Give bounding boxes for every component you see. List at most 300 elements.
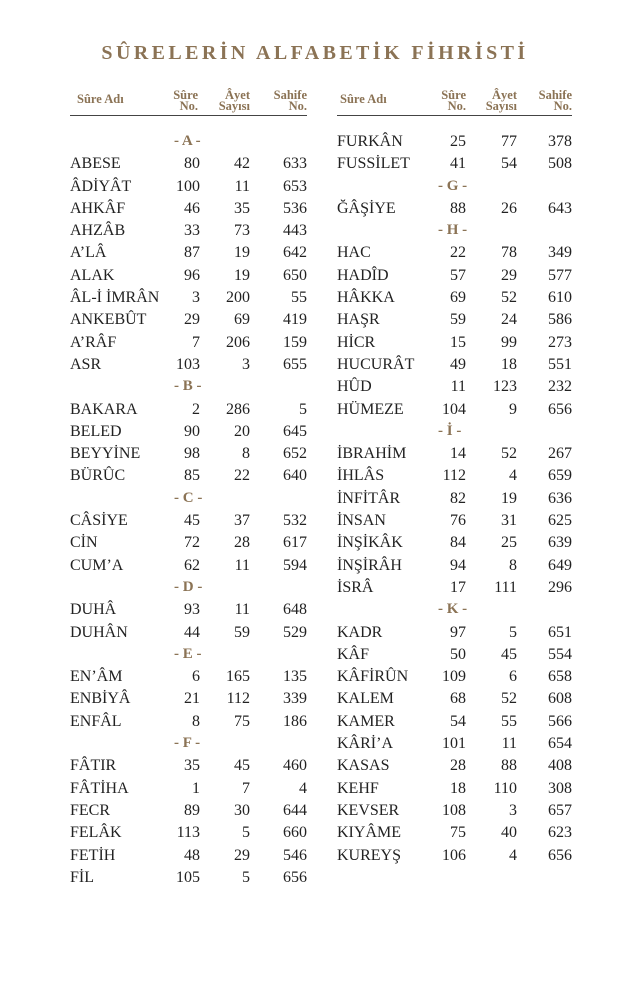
sahife-number: 532 bbox=[283, 512, 307, 530]
ayet-count: 59 bbox=[234, 623, 250, 641]
sure-number: 33 bbox=[184, 222, 200, 240]
ayet-count: 40 bbox=[501, 824, 517, 842]
sure-number: 87 bbox=[184, 244, 200, 262]
sure-name: KEVSER bbox=[337, 801, 400, 819]
table-row bbox=[337, 666, 572, 688]
sure-number: 35 bbox=[184, 757, 200, 775]
ayet-count: 286 bbox=[226, 400, 250, 418]
ayet-count: 78 bbox=[501, 244, 517, 262]
ayet-count: 52 bbox=[501, 690, 517, 708]
sure-name: DUHÂ bbox=[70, 601, 117, 619]
table-row bbox=[70, 354, 307, 376]
section-letter-label: - B - bbox=[174, 378, 202, 395]
sahife-number: 296 bbox=[548, 578, 572, 596]
sure-name: ASR bbox=[70, 355, 102, 373]
table-row bbox=[337, 778, 572, 800]
sure-name: KASAS bbox=[337, 757, 390, 775]
sahife-number: 654 bbox=[548, 735, 572, 753]
table-row bbox=[337, 577, 572, 599]
table-row bbox=[337, 555, 572, 577]
section-letter bbox=[70, 376, 307, 398]
sure-name: HAC bbox=[337, 244, 371, 262]
sahife-number: 633 bbox=[283, 155, 307, 173]
sure-number: 46 bbox=[184, 199, 200, 217]
ayet-count: 77 bbox=[501, 133, 517, 150]
sure-number: 84 bbox=[450, 534, 466, 552]
ayet-count: 25 bbox=[501, 534, 517, 552]
table-row bbox=[70, 220, 307, 242]
ayet-count: 22 bbox=[234, 467, 250, 485]
sahife-number: 651 bbox=[548, 623, 572, 641]
table-row bbox=[337, 644, 572, 666]
sure-name: BELED bbox=[70, 422, 122, 440]
ayet-count: 4 bbox=[509, 467, 517, 485]
ayet-count: 20 bbox=[234, 422, 250, 440]
ayet-count: 42 bbox=[234, 155, 250, 173]
sure-name: KÂFİRÛN bbox=[337, 668, 409, 686]
sahife-number: 640 bbox=[283, 467, 307, 485]
sure-name: KALEM bbox=[337, 690, 394, 708]
sure-name: HADÎD bbox=[337, 266, 389, 284]
table-row bbox=[337, 532, 572, 554]
section-letter bbox=[70, 488, 307, 510]
sure-name: HÂKKA bbox=[337, 289, 395, 307]
sahife-number: 639 bbox=[548, 534, 572, 552]
ayet-count: 165 bbox=[226, 668, 250, 686]
header-sure-name: Sûre Adı bbox=[77, 92, 124, 106]
sure-name: FUSSİLET bbox=[337, 155, 410, 173]
ayet-count: 73 bbox=[234, 222, 250, 240]
header-sure-name: Sûre Adı bbox=[340, 92, 387, 106]
sahife-number: 554 bbox=[548, 645, 572, 663]
sure-number: 18 bbox=[450, 779, 466, 797]
sure-number: 69 bbox=[450, 289, 466, 307]
sahife-number: 648 bbox=[283, 601, 307, 619]
sure-number: 59 bbox=[450, 311, 466, 329]
sahife-number: 339 bbox=[283, 690, 307, 708]
table-row bbox=[337, 131, 572, 153]
sure-number: 54 bbox=[450, 712, 466, 730]
sure-name: KÂRİ’A bbox=[337, 735, 393, 753]
table-row bbox=[70, 242, 307, 264]
section-letter bbox=[70, 733, 307, 755]
sure-name: KIYÂME bbox=[337, 824, 401, 842]
sure-name: AHZÂB bbox=[70, 222, 126, 240]
sure-name: HÜMEZE bbox=[337, 400, 404, 418]
sahife-number: 608 bbox=[548, 690, 572, 708]
sure-number: 108 bbox=[442, 801, 466, 819]
sahife-number: 645 bbox=[283, 422, 307, 440]
sure-name: ALAK bbox=[70, 266, 115, 284]
ayet-count: 11 bbox=[234, 601, 250, 619]
ayet-count: 19 bbox=[501, 489, 517, 507]
sure-name: BEYYİNE bbox=[70, 445, 141, 463]
table-row bbox=[337, 845, 572, 867]
table-row bbox=[70, 666, 307, 688]
column-header bbox=[70, 82, 307, 116]
sahife-number: 536 bbox=[283, 199, 307, 217]
sahife-number: 5 bbox=[299, 400, 307, 418]
ayet-count: 29 bbox=[501, 266, 517, 284]
sure-number: 48 bbox=[184, 846, 200, 864]
section-letter-label: - H - bbox=[438, 222, 468, 239]
sahife-number: 419 bbox=[283, 311, 307, 329]
sahife-number: 443 bbox=[283, 222, 307, 240]
table-row bbox=[337, 733, 572, 755]
sure-number: 68 bbox=[450, 690, 466, 708]
sure-number: 85 bbox=[184, 467, 200, 485]
sahife-number: 508 bbox=[548, 155, 572, 173]
sahife-number: 546 bbox=[283, 846, 307, 864]
sahife-number: 529 bbox=[283, 623, 307, 641]
section-letter-label: - İ - bbox=[438, 422, 462, 439]
table-row bbox=[337, 822, 572, 844]
ayet-count: 19 bbox=[234, 266, 250, 284]
table-row bbox=[337, 443, 572, 465]
header-sure-no: Sûre No. bbox=[441, 88, 466, 113]
sahife-number: 656 bbox=[283, 868, 307, 886]
table-row bbox=[337, 755, 572, 777]
index-column-right bbox=[337, 82, 572, 867]
ayet-count: 18 bbox=[501, 355, 517, 373]
table-row bbox=[337, 800, 572, 822]
sure-name: FURKÂN bbox=[337, 133, 403, 150]
ayet-count: 110 bbox=[493, 779, 517, 797]
ayet-count: 8 bbox=[509, 556, 517, 574]
table-row bbox=[70, 332, 307, 354]
table-row bbox=[337, 488, 572, 510]
sure-number: 80 bbox=[184, 155, 200, 173]
ayet-count: 69 bbox=[234, 311, 250, 329]
header-ayet-count: Âyet Sayısı bbox=[218, 88, 250, 113]
sahife-number: 349 bbox=[548, 244, 572, 262]
sure-name: HÛD bbox=[337, 378, 372, 396]
ayet-count: 26 bbox=[501, 199, 517, 217]
ayet-count: 11 bbox=[234, 556, 250, 574]
ayet-count: 35 bbox=[234, 199, 250, 217]
ayet-count: 45 bbox=[234, 757, 250, 775]
sahife-number: 643 bbox=[548, 199, 572, 217]
table-row bbox=[70, 443, 307, 465]
section-letter bbox=[70, 644, 307, 666]
ayet-count: 19 bbox=[234, 244, 250, 262]
ayet-count: 75 bbox=[234, 712, 250, 730]
ayet-count: 28 bbox=[234, 534, 250, 552]
sahife-number: 186 bbox=[283, 712, 307, 730]
sure-name: FÂTIR bbox=[70, 757, 117, 775]
table-row bbox=[70, 265, 307, 287]
sure-number: 112 bbox=[442, 467, 466, 485]
section-letter bbox=[70, 577, 307, 599]
table-row bbox=[70, 309, 307, 331]
sure-name: ABESE bbox=[70, 155, 121, 173]
sahife-number: 551 bbox=[548, 355, 572, 373]
sure-number: 62 bbox=[184, 556, 200, 574]
table-row bbox=[337, 287, 572, 309]
table-row bbox=[337, 332, 572, 354]
sahife-number: 642 bbox=[283, 244, 307, 262]
sure-name: FECR bbox=[70, 801, 111, 819]
sure-name: KEHF bbox=[337, 779, 379, 797]
sahife-number: 652 bbox=[283, 445, 307, 463]
sure-name: KADR bbox=[337, 623, 383, 641]
sahife-number: 267 bbox=[548, 445, 572, 463]
column-header bbox=[337, 82, 572, 116]
sure-number: 15 bbox=[450, 333, 466, 351]
ayet-count: 37 bbox=[234, 512, 250, 530]
sure-number: 21 bbox=[184, 690, 200, 708]
table-row bbox=[70, 688, 307, 710]
sahife-number: 610 bbox=[548, 289, 572, 307]
sure-name: KAMER bbox=[337, 712, 395, 730]
sure-number: 76 bbox=[450, 512, 466, 530]
sure-name: FÂTİHA bbox=[70, 779, 129, 797]
sure-name: ENBİYÂ bbox=[70, 690, 131, 708]
ayet-count: 5 bbox=[242, 824, 250, 842]
sahife-number: 658 bbox=[548, 668, 572, 686]
sure-name: CİN bbox=[70, 534, 98, 552]
sure-name: ÂL-İ İMRÂN bbox=[70, 289, 160, 307]
sure-number: 8 bbox=[192, 712, 200, 730]
page-title: SÛRELERİN ALFABETİK FİHRİSTİ bbox=[101, 42, 529, 64]
sure-name: ANKEBÛT bbox=[70, 311, 147, 329]
header-ayet-count: Âyet Sayısı bbox=[485, 88, 517, 113]
sahife-number: 657 bbox=[548, 801, 572, 819]
sure-number: 41 bbox=[450, 155, 466, 173]
sure-number: 29 bbox=[184, 311, 200, 329]
section-letter bbox=[337, 176, 572, 198]
sure-name: HUCURÂT bbox=[337, 355, 415, 373]
header-sure-no: Sûre No. bbox=[173, 88, 198, 113]
section-letter bbox=[337, 599, 572, 621]
sure-number: 93 bbox=[184, 601, 200, 619]
sahife-number: 656 bbox=[548, 846, 572, 864]
sure-name: İHLÂS bbox=[337, 467, 385, 485]
sure-number: 57 bbox=[450, 266, 466, 284]
sure-number: 90 bbox=[184, 422, 200, 440]
table-row bbox=[70, 287, 307, 309]
sure-name: İNFİTÂR bbox=[337, 489, 401, 507]
section-letter bbox=[70, 131, 307, 153]
sure-name: A’RÂF bbox=[70, 333, 117, 351]
sure-number: 7 bbox=[192, 333, 200, 351]
sure-name: İNŞİKÂK bbox=[337, 534, 403, 552]
sure-number: 105 bbox=[176, 868, 200, 886]
sure-number: 88 bbox=[450, 199, 466, 217]
sure-name: FİL bbox=[70, 868, 94, 886]
sahife-number: 408 bbox=[548, 757, 572, 775]
ayet-count: 54 bbox=[501, 155, 517, 173]
ayet-count: 30 bbox=[234, 801, 250, 819]
table-row bbox=[70, 622, 307, 644]
sure-number: 103 bbox=[176, 355, 200, 373]
sahife-number: 656 bbox=[548, 400, 572, 418]
sahife-number: 566 bbox=[548, 712, 572, 730]
table-row bbox=[337, 153, 572, 175]
sure-number: 14 bbox=[450, 445, 466, 463]
ayet-count: 24 bbox=[501, 311, 517, 329]
sahife-number: 660 bbox=[283, 824, 307, 842]
sure-name: HAŞR bbox=[337, 311, 380, 329]
sure-name: BAKARA bbox=[70, 400, 138, 418]
ayet-count: 200 bbox=[226, 289, 250, 307]
sure-name: ÂDİYÂT bbox=[70, 177, 132, 195]
sure-name: DUHÂN bbox=[70, 623, 128, 641]
sahife-number: 308 bbox=[548, 779, 572, 797]
sure-number: 17 bbox=[450, 578, 466, 596]
ayet-count: 52 bbox=[501, 289, 517, 307]
sure-name: HİCR bbox=[337, 333, 376, 351]
table-row bbox=[337, 688, 572, 710]
table-row bbox=[70, 822, 307, 844]
table-row bbox=[70, 465, 307, 487]
sahife-number: 659 bbox=[548, 467, 572, 485]
table-row bbox=[337, 376, 572, 398]
ayet-count: 206 bbox=[226, 333, 250, 351]
sure-number: 89 bbox=[184, 801, 200, 819]
sure-name: KUREYŞ bbox=[337, 846, 402, 864]
table-row bbox=[337, 711, 572, 733]
ayet-count: 112 bbox=[226, 690, 250, 708]
sure-name: İNSAN bbox=[337, 512, 386, 530]
sure-name: CUM’A bbox=[70, 556, 124, 574]
sure-name: FETİH bbox=[70, 846, 116, 864]
sure-number: 106 bbox=[442, 846, 466, 864]
sure-number: 11 bbox=[450, 378, 466, 396]
sure-number: 97 bbox=[450, 623, 466, 641]
ayet-count: 31 bbox=[501, 512, 517, 530]
sure-number: 22 bbox=[450, 244, 466, 262]
table-row bbox=[70, 599, 307, 621]
ayet-count: 5 bbox=[509, 623, 517, 641]
table-row bbox=[70, 421, 307, 443]
table-row bbox=[70, 399, 307, 421]
section-letter-label: - G - bbox=[438, 177, 468, 194]
ayet-count: 11 bbox=[234, 177, 250, 195]
section-letter bbox=[337, 220, 572, 242]
table-row bbox=[70, 198, 307, 220]
sahife-number: 649 bbox=[548, 556, 572, 574]
sure-name: BÜRÛC bbox=[70, 467, 126, 485]
sure-number: 109 bbox=[442, 668, 466, 686]
sure-number: 82 bbox=[450, 489, 466, 507]
table-row bbox=[70, 867, 307, 889]
header-sahife-no: Sahife No. bbox=[538, 88, 572, 113]
sahife-number: 135 bbox=[283, 668, 307, 686]
sure-number: 1 bbox=[192, 779, 200, 797]
sahife-number: 273 bbox=[548, 333, 572, 351]
section-letter-label: - A - bbox=[174, 133, 201, 149]
sure-number: 25 bbox=[450, 133, 466, 150]
ayet-count: 29 bbox=[234, 846, 250, 864]
ayet-count: 45 bbox=[501, 645, 517, 663]
table-row bbox=[70, 755, 307, 777]
ayet-count: 4 bbox=[509, 846, 517, 864]
sahife-number: 378 bbox=[548, 133, 572, 150]
sure-name: ENFÂL bbox=[70, 712, 122, 730]
table-row bbox=[70, 510, 307, 532]
sahife-number: 655 bbox=[283, 355, 307, 373]
sahife-number: 644 bbox=[283, 801, 307, 819]
sahife-number: 617 bbox=[283, 534, 307, 552]
sure-name: İSRÂ bbox=[337, 578, 374, 596]
table-row bbox=[70, 153, 307, 175]
sure-number: 94 bbox=[450, 556, 466, 574]
ayet-count: 8 bbox=[242, 445, 250, 463]
sure-number: 104 bbox=[442, 400, 466, 418]
section-letter-label: - F - bbox=[174, 735, 201, 752]
sahife-number: 636 bbox=[548, 489, 572, 507]
ayet-count: 5 bbox=[242, 868, 250, 886]
sahife-number: 594 bbox=[283, 556, 307, 574]
sure-name: İBRAHİM bbox=[337, 445, 407, 463]
sure-name: EN’ÂM bbox=[70, 668, 123, 686]
ayet-count: 111 bbox=[494, 578, 517, 596]
table-row bbox=[70, 711, 307, 733]
sure-number: 96 bbox=[184, 266, 200, 284]
sure-number: 2 bbox=[192, 400, 200, 418]
section-letter-label: - K - bbox=[438, 601, 468, 618]
table-row bbox=[337, 622, 572, 644]
sure-name: CÂSİYE bbox=[70, 512, 128, 530]
ayet-count: 55 bbox=[501, 712, 517, 730]
ayet-count: 99 bbox=[501, 333, 517, 351]
sure-name: İNŞİRÂH bbox=[337, 556, 402, 574]
table-row bbox=[70, 845, 307, 867]
ayet-count: 3 bbox=[509, 801, 517, 819]
sure-number: 75 bbox=[450, 824, 466, 842]
sahife-number: 159 bbox=[283, 333, 307, 351]
sure-name: AHKÂF bbox=[70, 199, 126, 217]
header-sahife-no: Sahife No. bbox=[273, 88, 307, 113]
table-row bbox=[337, 465, 572, 487]
table-row bbox=[70, 778, 307, 800]
sahife-number: 625 bbox=[548, 512, 572, 530]
sure-name: ĞÂŞİYE bbox=[337, 199, 396, 217]
table-row bbox=[337, 399, 572, 421]
sure-number: 3 bbox=[192, 289, 200, 307]
table-row bbox=[337, 354, 572, 376]
sure-name: A’LÂ bbox=[70, 244, 107, 262]
ayet-count: 9 bbox=[509, 400, 517, 418]
section-letter-label: - C - bbox=[174, 489, 203, 506]
sure-number: 28 bbox=[450, 757, 466, 775]
ayet-count: 6 bbox=[509, 668, 517, 686]
table-row bbox=[337, 510, 572, 532]
sure-number: 6 bbox=[192, 668, 200, 686]
table-row bbox=[337, 198, 572, 220]
table-row bbox=[70, 532, 307, 554]
sure-name: KÂF bbox=[337, 645, 370, 663]
sahife-number: 586 bbox=[548, 311, 572, 329]
table-row bbox=[70, 555, 307, 577]
sahife-number: 653 bbox=[283, 177, 307, 195]
ayet-count: 52 bbox=[501, 445, 517, 463]
sahife-number: 55 bbox=[291, 289, 307, 307]
sure-number: 72 bbox=[184, 534, 200, 552]
table-row bbox=[337, 309, 572, 331]
sahife-number: 460 bbox=[283, 757, 307, 775]
index-rows bbox=[70, 131, 307, 889]
table-row bbox=[70, 176, 307, 198]
ayet-count: 3 bbox=[242, 355, 250, 373]
sure-number: 50 bbox=[450, 645, 466, 663]
table-row bbox=[337, 265, 572, 287]
sahife-number: 650 bbox=[283, 266, 307, 284]
sahife-number: 4 bbox=[299, 779, 307, 797]
ayet-count: 123 bbox=[493, 378, 517, 396]
ayet-count: 11 bbox=[501, 735, 517, 753]
